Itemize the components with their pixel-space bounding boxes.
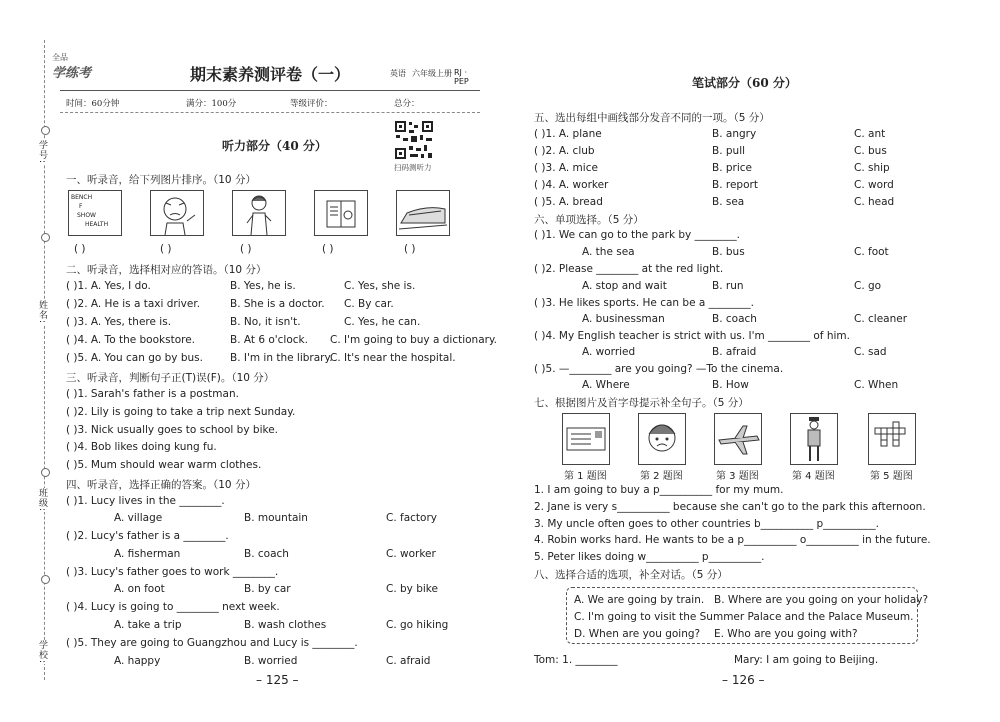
book-icon [315,191,367,235]
question-stem: ( )3. Lucy's father goes to work ________. [66,566,279,578]
crossword-grid-icon [869,414,915,464]
question-stem: ( )2. Lucy's father is a ________. [66,530,229,542]
option-c: C. go hiking [386,619,449,631]
true-false-item: ( )4. Bob likes doing kung fu. [66,441,217,453]
picture-book [314,190,368,236]
question-option-b: B. No, it isn't. [230,316,301,328]
option-a: A. Where [582,379,630,391]
info-rule [60,112,480,113]
logo-top-text: 全品 [52,53,68,62]
answer-bracket[interactable]: ( ) [240,243,252,255]
picture-caption: 第 3 题图 [716,471,759,482]
section-8-title: 八、选择合适的选项，补全对话。（5 分） [534,569,728,581]
option-a: A. fisherman [114,548,181,560]
option-b: B. worried [244,655,298,667]
meta-grade: 六年级上册 [412,69,452,78]
binding-label-class: 班级: [37,488,47,513]
question-option-a: ( )2. A. He is a taxi driver. [66,298,201,310]
binding-strip [0,0,52,722]
dialog-option-c: C. I'm going to visit the Summer Palace and the Palace Museum. [574,611,914,623]
binding-label-id: 学号: [37,140,47,165]
postcard-icon [563,414,609,464]
option-b: B. mountain [244,512,308,524]
option-a: A. businessman [582,313,665,325]
question-option-c: C. It's near the hospital. [330,352,456,364]
section-4-title: 四、听录音，选择正确的答案。（10 分） [66,479,256,491]
question-option-c: C. Yes, he can. [344,316,421,328]
question-option-a: ( )3. A. Yes, there is. [66,316,172,328]
option-b: B. afraid [712,346,757,358]
binding-hole [41,233,50,242]
true-false-item: ( )5. Mum should wear warm clothes. [66,459,262,471]
option-c: C. go [854,280,882,292]
option-a: A. happy [114,655,161,667]
fill-sentence: 4. Robin works hard. He wants to be a p__________ o__________ in the future. [534,534,931,546]
page-number: – 126 – [722,673,765,687]
picture-crossword-grid [868,413,916,465]
dialog-mary: Mary: I am going to Beijing. [734,654,879,666]
train-icon [397,191,449,235]
phonics-option-c: C. word [854,179,894,191]
option-a: A. take a trip [114,619,182,631]
true-false-item: ( )1. Sarah's father is a postman. [66,388,239,400]
option-b: B. coach [712,313,757,325]
option-a: A. stop and wait [582,280,667,292]
phonics-option-c: C. ship [854,162,890,174]
crossword-word: F [79,203,83,210]
option-a: A. on foot [114,583,165,595]
question-stem: ( )1. We can go to the park by ________. [534,229,740,241]
answer-bracket[interactable]: ( ) [74,243,86,255]
question-option-c: C. I'm going to buy a dictionary. [330,334,498,346]
option-c: C. When [854,379,899,391]
woman-icon [233,191,285,235]
phonics-option-b: B. price [712,162,753,174]
picture-caption: 第 5 题图 [870,471,913,482]
question-option-a: ( )5. A. You can go by bus. [66,352,203,364]
picture-train [396,190,450,236]
sad-girl-icon [639,414,685,464]
brand-logo: 学练考 [52,66,92,81]
section-2-title: 二、听录音，选择相对应的答语。（10 分） [66,264,267,276]
question-option-b: B. At 6 o'clock. [230,334,308,346]
phonics-option-b: B. report [712,179,758,191]
info-total: 总分： [394,99,420,109]
phonics-option-c: C. head [854,196,895,208]
option-b: B. coach [244,548,289,560]
picture-sad-girl [638,413,686,465]
picture-police-officer [790,413,838,465]
option-a: A. the sea [582,246,635,258]
header-rule [60,90,480,91]
option-c: C. worker [386,548,436,560]
question-stem: ( )2. Please ________ at the red light. [534,263,724,275]
true-false-item: ( )2. Lily is going to take a trip next Sunday. [66,406,296,418]
picture-caption: 第 1 题图 [564,471,607,482]
option-b: B. by car [244,583,291,595]
binding-label-name: 姓名: [37,300,47,325]
meta-subject: 英语 [390,69,406,78]
qr-caption: 扫码测听力 [394,163,432,172]
page-title: 期末素养测评卷（一） [190,65,351,84]
writing-section-title: 笔试部分（60 分） [692,76,797,90]
binding-hole [41,126,50,135]
phonics-option-a: ( )2. A. club [534,145,595,157]
question-option-b: B. I'm in the library. [230,352,333,364]
picture-postcard [562,413,610,465]
angry-boy-icon [151,191,203,235]
option-b: B. run [712,280,744,292]
question-stem: ( )3. He likes sports. He can be a ________. [534,297,754,309]
phonics-option-a: ( )5. A. bread [534,196,603,208]
picture-woman [232,190,286,236]
page-right [528,0,931,722]
dialog-option-d: D. When are you going? [574,628,701,640]
section-1-title: 一、听录音，给下列图片排序。（10 分） [66,174,256,186]
meta-version: RJ · PEP [454,68,469,86]
fill-sentence: 3. My uncle often goes to other countries b__________ p__________. [534,518,879,530]
dialog-option-b: B. Where are you going on your holiday? [714,594,929,606]
section-5-title: 五、选出每组中画线部分发音不同的一项。（5 分） [534,112,770,124]
option-b: B. How [712,379,749,391]
question-stem: ( )4. Lucy is going to ________ next week. [66,601,280,613]
question-option-a: ( )1. A. Yes, I do. [66,280,151,292]
section-3-title: 三、听录音，判断句子正(T)误(F)。（10 分） [66,372,275,384]
binding-label-school: 学校: [37,640,47,665]
fill-sentence: 1. I am going to buy a p__________ for my mum. [534,484,784,496]
option-b: B. bus [712,246,745,258]
fill-sentence: 2. Jane is very s__________ because she can't go to the park this afternoon. [534,501,926,513]
info-score: 满分：100分 [186,99,237,109]
question-option-a: ( )4. A. To the bookstore. [66,334,196,346]
phonics-option-a: ( )4. A. worker [534,179,609,191]
info-time: 时间：60分钟 [66,99,120,109]
listening-section-title: 听力部分（40 分） [222,139,327,153]
dialog-tom: Tom: 1. ________ [534,654,618,666]
crossword-word: SHOW [77,212,96,219]
option-c: C. cleaner [854,313,908,325]
question-option-b: B. She is a doctor. [230,298,325,310]
page-number: – 125 – [256,673,299,687]
phonics-option-c: C. bus [854,145,887,157]
dialog-option-a: A. We are going by train. [574,594,705,606]
question-stem: ( )1. Lucy lives in the ________. [66,495,225,507]
crossword-word: BENCH [71,194,93,201]
plane-icon [715,414,761,464]
option-c: C. afraid [386,655,431,667]
binding-hole [41,468,50,477]
fill-sentence: 5. Peter likes doing w__________ p__________. [534,551,765,563]
picture-angry-boy [150,190,204,236]
question-option-b: B. Yes, he is. [230,280,296,292]
question-option-c: C. By car. [344,298,394,310]
true-false-item: ( )3. Nick usually goes to school by bike. [66,424,278,436]
section-7-title: 七、根据图片及首字母提示补全句子。（5 分） [534,397,749,409]
page-left [52,0,498,722]
option-c: C. foot [854,246,889,258]
question-stem: ( )5. They are going to Guangzhou and Lucy is ________. [66,637,358,649]
question-option-c: C. Yes, she is. [344,280,416,292]
dialog-option-e: E. Who are you going with? [714,628,858,640]
answer-bracket[interactable]: ( ) [160,243,172,255]
question-stem: ( )5. —________ are you going? —To the cinema. [534,363,784,375]
picture-plane [714,413,762,465]
phonics-option-b: B. angry [712,128,757,140]
picture-crossword [68,190,122,236]
option-a: A. worried [582,346,636,358]
binding-hole [41,575,50,584]
phonics-option-b: B. sea [712,196,745,208]
option-c: C. factory [386,512,437,524]
option-b: B. wash clothes [244,619,327,631]
option-c: C. sad [854,346,887,358]
phonics-option-c: C. ant [854,128,886,140]
picture-caption: 第 4 题图 [792,471,835,482]
answer-bracket[interactable]: ( ) [322,243,334,255]
answer-bracket[interactable]: ( ) [404,243,416,255]
qr-code-icon[interactable] [394,120,434,160]
phonics-option-b: B. pull [712,145,746,157]
picture-caption: 第 2 题图 [640,471,683,482]
option-c: C. by bike [386,583,438,595]
option-a: A. village [114,512,163,524]
section-6-title: 六、单项选择。（5 分） [534,214,644,226]
police-officer-icon [791,414,837,464]
crossword-word: HEALTH [85,221,109,228]
info-grade: 等级评价： [290,99,333,109]
phonics-option-a: ( )1. A. plane [534,128,602,140]
binding-dashed-line [44,40,45,680]
phonics-option-a: ( )3. A. mice [534,162,598,174]
question-stem: ( )4. My English teacher is strict with us. I'm ________ of him. [534,330,850,342]
